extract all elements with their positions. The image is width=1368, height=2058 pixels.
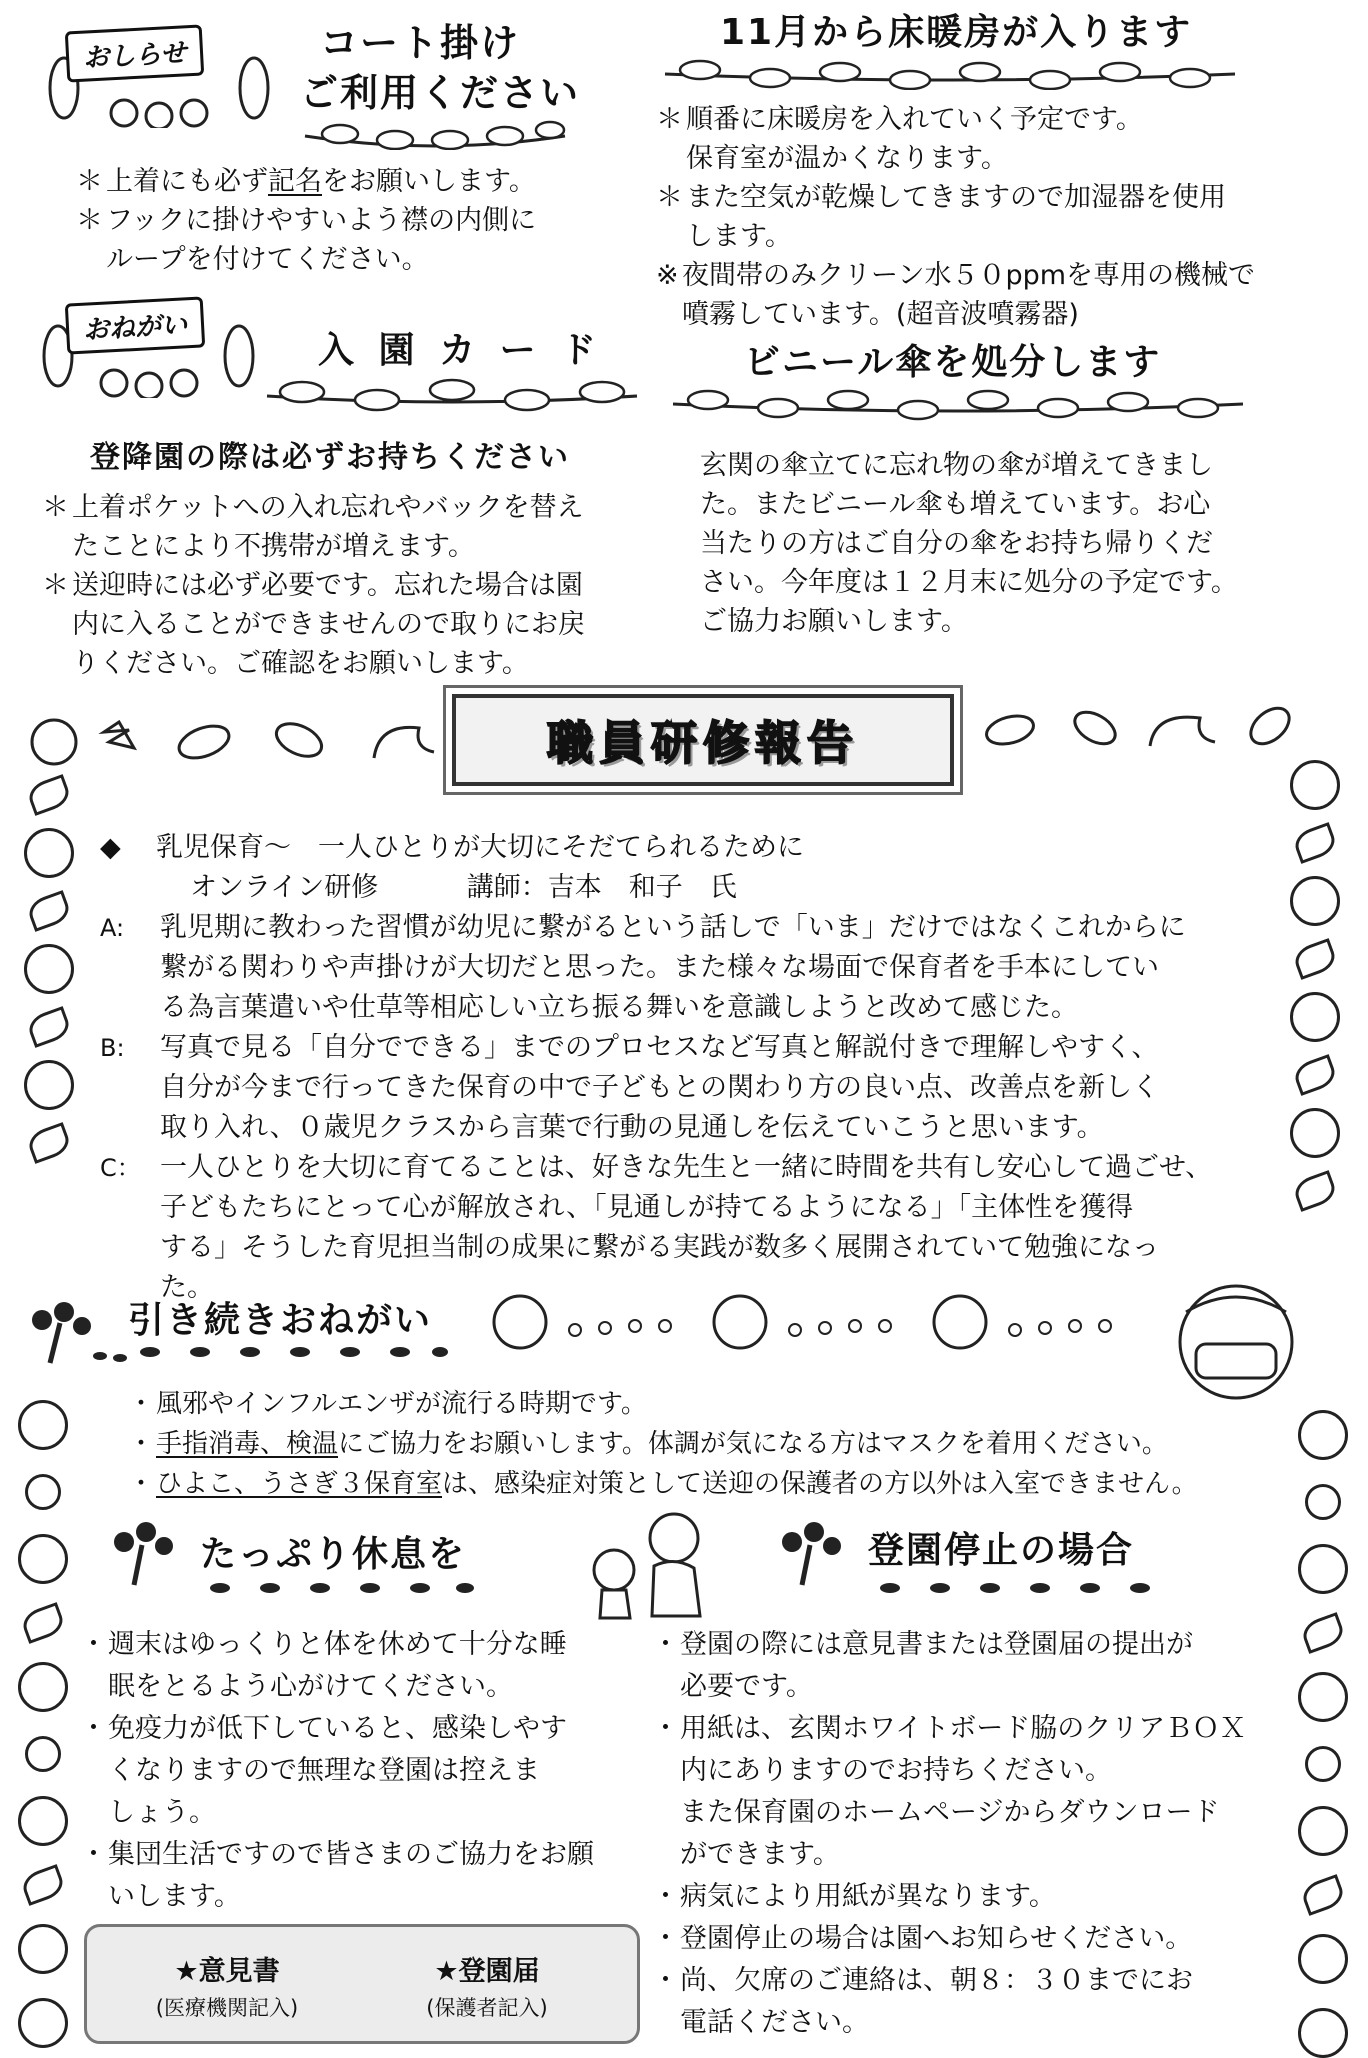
report-comment-a: [100, 908, 1280, 1028]
coat-item2-b: ループを付けてください。: [106, 244, 429, 275]
bullet-dot: ・: [80, 1713, 107, 1744]
onegai-stamp: おねがい: [65, 296, 205, 354]
acorn-icon: [1290, 760, 1340, 810]
leaf-icon: [25, 1006, 73, 1048]
asterisk-mark: ＊: [42, 492, 69, 523]
suspension-item1-b: 必要です。: [680, 1671, 813, 1702]
floor-item2-a: また空気が乾燥してきますので加湿器を使用: [686, 182, 1226, 213]
floor-item-1: [656, 100, 1346, 178]
child-face-icon: [714, 1296, 766, 1348]
bear-face-icon: [18, 1534, 68, 1584]
card-body: [42, 488, 642, 683]
pig-face-icon: [1298, 1672, 1348, 1722]
leaf-icon: [1299, 1874, 1347, 1916]
suspension-title: 登園停止の場合: [868, 1530, 1135, 1571]
acorn-icon: [24, 944, 74, 994]
leaf-icon: [1291, 1054, 1339, 1096]
children-bubbles-row: [470, 1290, 1150, 1360]
umbrella-line-4: さい。今年度は１２月末に処分の予定です。: [700, 567, 1238, 598]
coat-item2-a: フックに掛けやすいよう襟の内側に: [106, 205, 537, 236]
rest-item2-a: 免疫力が低下していると、感染しやす: [108, 1713, 567, 1744]
bullet-dot: ・: [652, 1713, 679, 1744]
umbrella-line-2: た。またビニール傘も増えています。お心: [700, 489, 1211, 520]
leaf-dots-row: [130, 1340, 450, 1364]
child-face-icon: [24, 828, 74, 878]
leaf-dots-row: [200, 1576, 480, 1600]
floor-heating-body: [656, 100, 1346, 334]
pig-face-icon: [18, 1662, 68, 1712]
leaf-icon: [19, 1864, 67, 1906]
continue-item2-underlined: 手指消毒、検温: [156, 1429, 339, 1459]
leaf-icon: [1299, 1612, 1347, 1654]
child-face-icon: [494, 1296, 546, 1348]
right-border-decoration: [1290, 760, 1340, 1206]
rest-item-1: [80, 1624, 620, 1708]
elephant-face-icon: [1298, 2008, 1348, 2058]
form-opinion-sub: (医療機関記入): [155, 1996, 299, 2020]
comment-a-label: A:: [100, 914, 125, 942]
leaf-garland-icon: [300, 116, 570, 150]
leaf-icon: [1291, 822, 1339, 864]
autumn-leaves-row-right: [980, 700, 1340, 760]
asterisk-mark: ＊: [76, 166, 103, 197]
card-item2-a: 送迎時には必ず必要です。忘れた場合は園: [72, 570, 583, 601]
leaf-icon: [19, 1602, 67, 1644]
leaf-icon: [1069, 706, 1120, 751]
asterisk-mark: ＊: [76, 205, 103, 236]
card-item-2: [42, 566, 642, 683]
suspension-item-1: [652, 1624, 1292, 1708]
leaf-icon: [25, 1122, 73, 1164]
comment-a-line-3: る為言葉遣いや仕草等相応しい立ち振る舞いを意識しようと改めて感じた。: [160, 992, 1078, 1023]
bullet-dot: ・: [80, 1839, 107, 1870]
child-face-icon: [934, 1296, 986, 1348]
report-format: オンライン研修: [190, 872, 379, 903]
report-comment-b: [100, 1028, 1280, 1148]
sprout-icon: [772, 1520, 862, 1590]
suspension-item1-a: 登園の際には意見書または登園届の提出が: [680, 1629, 1193, 1660]
bullet-dot: ・: [128, 1429, 155, 1459]
leaf-icon: [175, 720, 233, 764]
suspension-item5-b: 電話ください。: [680, 2007, 869, 2038]
floor-item-2: [656, 178, 1346, 256]
coat-title-line1: コート掛け: [320, 21, 521, 65]
bullet-dot: ・: [652, 1965, 679, 1996]
form-opinion: [127, 1949, 327, 2022]
card-item2-b: 内に入ることができませんので取りにお戻: [72, 609, 585, 640]
form-attendance: [387, 1949, 587, 2022]
ginkgo-leaf-icon: [1150, 717, 1215, 746]
floor-item-3: [656, 256, 1346, 334]
continue-item-3: [128, 1464, 1318, 1504]
left-bottom-border-decoration: [18, 1400, 68, 2048]
card-item1-b: たことにより不携帯が増えます。: [72, 531, 475, 562]
bullet-dot: ・: [652, 1629, 679, 1660]
monkey-face-icon: [18, 1924, 68, 1974]
floor-item1-b: 保育室が温かくなります。: [686, 143, 1008, 174]
report-body: [100, 828, 1280, 1308]
cat-face-icon: [1298, 1806, 1348, 1856]
leaf-garland-icon: [262, 368, 642, 412]
suspension-item-4: [652, 1918, 1292, 1960]
suspension-item4: 登園停止の場合は園へお知らせください。: [680, 1923, 1193, 1954]
rest-item2-c: しょう。: [108, 1797, 216, 1828]
card-item1-a: 上着ポケットへの入れ忘れやバックを替え: [72, 492, 584, 523]
oshirase-stamp: おしらせ: [65, 24, 205, 82]
coat-title-line2: ご利用ください: [300, 71, 581, 115]
umbrella-body: [700, 446, 1340, 641]
coat-item-1: [76, 162, 596, 201]
child-face-icon: [1290, 876, 1340, 926]
rest-item1-b: 眠をとるよう心がけてください。: [108, 1671, 513, 1702]
flower-icon: [25, 1736, 61, 1772]
comment-a-line-2: 繋がる関わりや声掛けが大切だと思った。また様々な場面で保育者を手本にしてい: [160, 952, 1159, 983]
floor-item1-a: 順番に床暖房を入れていく予定です。: [686, 104, 1143, 135]
ginkgo-leaf-icon: [374, 727, 434, 758]
bullet-dot: ・: [652, 1881, 679, 1912]
comment-b-label: B:: [100, 1034, 125, 1062]
leaf-garland-icon: [668, 378, 1248, 422]
form-attendance-sub: (保護者記入): [426, 1996, 548, 2020]
diamond-bullet: ◆: [100, 832, 121, 863]
forms-box: [84, 1924, 640, 2044]
mask-icon: [1196, 1344, 1276, 1378]
floor-heating-title: 11月から床暖房が入ります: [720, 12, 1193, 53]
floor-item3-b: 噴霧しています。(超音波噴霧器): [682, 299, 1079, 330]
leaf-icon: [25, 774, 73, 816]
flower-icon: [25, 1474, 61, 1510]
maple-leaf-icon: [104, 722, 134, 748]
comment-c-line-2: 子どもたちにとって心が解放され、「見通しが持てるようになる」「主体性を獲得: [160, 1192, 1134, 1223]
asterisk-mark: ＊: [656, 182, 683, 213]
rest-item3-a: 集団生活ですので皆さまのご協力をお願: [108, 1839, 594, 1870]
rest-title: たっぷり休息を: [200, 1534, 467, 1575]
coat-body: [76, 162, 596, 279]
suspension-item3: 病気により用紙が異なります。: [680, 1881, 1056, 1912]
rest-item-2: [80, 1708, 620, 1834]
floor-item2-b: します。: [686, 221, 792, 252]
acorn-icon: [1290, 1108, 1340, 1158]
coat-item-2: [76, 201, 596, 279]
mother-child-illustration: [574, 1506, 724, 1626]
leaf-icon: [1291, 1170, 1339, 1212]
comment-c-label: C：: [100, 1154, 141, 1182]
report-comment-c: [100, 1148, 1280, 1308]
comment-b-line-3: 取り入れ、０歳児クラスから言葉で行動の見通しを伝えていこうと思います。: [160, 1112, 1104, 1143]
suspension-item2-d: ができます。: [680, 1839, 840, 1870]
comment-b-line-1: 写真で見る「自分でできる」までのプロセスなど写真と解説付きで理解しやすく、: [160, 1032, 1159, 1063]
continue-body: [128, 1384, 1318, 1504]
report-heading-frame: [452, 694, 954, 786]
leaf-dots-row: [870, 1576, 1170, 1600]
bullet-dot: ・: [128, 1389, 155, 1419]
sprout-icon: [20, 1298, 130, 1368]
rest-body: [80, 1624, 620, 1918]
pig-face-icon: [1298, 1410, 1348, 1460]
acorn-icon: [1290, 992, 1340, 1042]
form-attendance-title: ★登園届: [434, 1956, 540, 1987]
leaf-icon: [25, 890, 73, 932]
flower-icon: [1305, 1746, 1341, 1782]
elephant-face-icon: [18, 1998, 68, 2048]
suspension-item2-a: 用紙は、玄関ホワイトボード脇のクリアＢＯＸ: [680, 1713, 1247, 1744]
rest-item2-b: くなりますので無理な登園は控えま: [108, 1755, 540, 1786]
asterisk-mark: ＊: [42, 570, 69, 601]
cat-face-icon: [18, 1796, 68, 1846]
floor-item3-a: 夜間帯のみクリーン水５０ppmを専用の機械で: [682, 260, 1256, 291]
card-item2-c: りください。ご確認をお願いします。: [72, 648, 529, 679]
umbrella-line-5: ご協力お願いします。: [700, 606, 968, 637]
coat-item1-post: をお願いします。: [322, 166, 536, 197]
suspension-item-3: [652, 1876, 1292, 1918]
coat-item1-pre: 上着にも必ず: [106, 166, 268, 197]
acorn-icon: [32, 720, 76, 764]
report-lecturer: 講師：吉本 和子 氏: [466, 872, 737, 903]
rest-item-3: [80, 1834, 620, 1918]
umbrella-title: ビニール傘を処分します: [744, 342, 1162, 383]
continue-item3-underlined: ひよこ、うさぎ３保育室: [156, 1469, 443, 1499]
continue-item1-text: 風邪やインフルエンザが流行る時期です。: [156, 1389, 647, 1419]
suspension-item5-a: 尚、欠席のご連絡は、朝８：３０までにお: [680, 1965, 1193, 1996]
leaf-garland-icon: [660, 50, 1240, 90]
form-opinion-title: ★意見書: [174, 1956, 280, 1987]
bear-face-icon: [1298, 1544, 1348, 1594]
suspension-item-5: [652, 1960, 1292, 2044]
suspension-item2-b: 内にありますのでお持ちください。: [680, 1755, 1112, 1786]
continue-item-1: [128, 1384, 1318, 1424]
rest-item1-a: 週末はゆっくりと体を休めて十分な睡: [108, 1629, 567, 1660]
flower-icon: [1305, 1484, 1341, 1520]
bullet-dot: ・: [128, 1469, 155, 1499]
report-heading: 職員研修報告: [547, 716, 859, 770]
suspension-body: [652, 1624, 1292, 2044]
umbrella-line-3: 当たりの方はご自分の傘をお持ち帰りくだ: [700, 528, 1213, 559]
suspension-item-2: [652, 1708, 1292, 1876]
bullet-dot: ・: [80, 1629, 107, 1660]
continue-item2-text: にご協力をお願いします。体調が気になる方はマスクを着用ください。: [338, 1429, 1168, 1459]
right-bottom-border-decoration: [1298, 1410, 1348, 2058]
comment-c-line-3: する」そうした育児担当制の成果に繋がる実践が数多く展開されていて勉強になっ: [160, 1232, 1159, 1263]
card-title: 入 園 カ ー ド: [318, 330, 603, 371]
leaf-icon: [271, 717, 326, 763]
continue-item-2: [128, 1424, 1318, 1464]
report-topic-line: [100, 828, 1280, 868]
autumn-leaves-row-left: [24, 708, 444, 768]
card-subtitle: 登降園の際は必ずお持ちください: [90, 440, 570, 475]
report-format-line: [100, 868, 1280, 908]
continue-item3-text: は、感染症対策として送迎の保護者の方以外は入室できません。: [442, 1469, 1198, 1499]
acorn-icon: [24, 1060, 74, 1110]
rest-item3-b: いします。: [108, 1881, 241, 1912]
continue-title: 引き続きおねがい: [128, 1300, 433, 1341]
comment-c-line-1: 一人ひとりを大切に育てることは、好きな先生と一緒に時間を共有し安心して過ごせ、: [160, 1152, 1213, 1183]
pig-face-icon: [18, 1400, 68, 1450]
comment-a-line-1: 乳児期に教わった習慣が幼児に繋がるという話しで「いま」だけではなくこれからに: [160, 912, 1186, 943]
leaf-icon: [983, 711, 1036, 749]
bullet-dot: ・: [652, 1923, 679, 1954]
left-border-decoration: [24, 780, 74, 1158]
coat-item1-underlined: 記名: [268, 166, 322, 197]
suspension-item2-c: また保育園のホームページからダウンロード: [680, 1797, 1220, 1828]
umbrella-line-1: 玄関の傘立てに忘れ物の傘が増えてきまし: [700, 450, 1213, 481]
sprout-icon: [104, 1520, 194, 1590]
leaf-icon: [1291, 938, 1339, 980]
comment-b-line-2: 自分が今まで行ってきた保育の中で子どもとの関わり方の良い点、改善点を新しく: [160, 1072, 1159, 1103]
report-topic: 乳児保育～ 一人ひとりが大切にそだてられるために: [156, 832, 804, 863]
asterisk-mark: ＊: [656, 104, 683, 135]
card-item-1: [42, 488, 642, 566]
reference-mark: ※: [656, 260, 679, 291]
comment-c-line-4: た。: [160, 1272, 214, 1303]
monkey-face-icon: [1298, 1934, 1348, 1984]
leaf-icon: [1244, 701, 1296, 751]
